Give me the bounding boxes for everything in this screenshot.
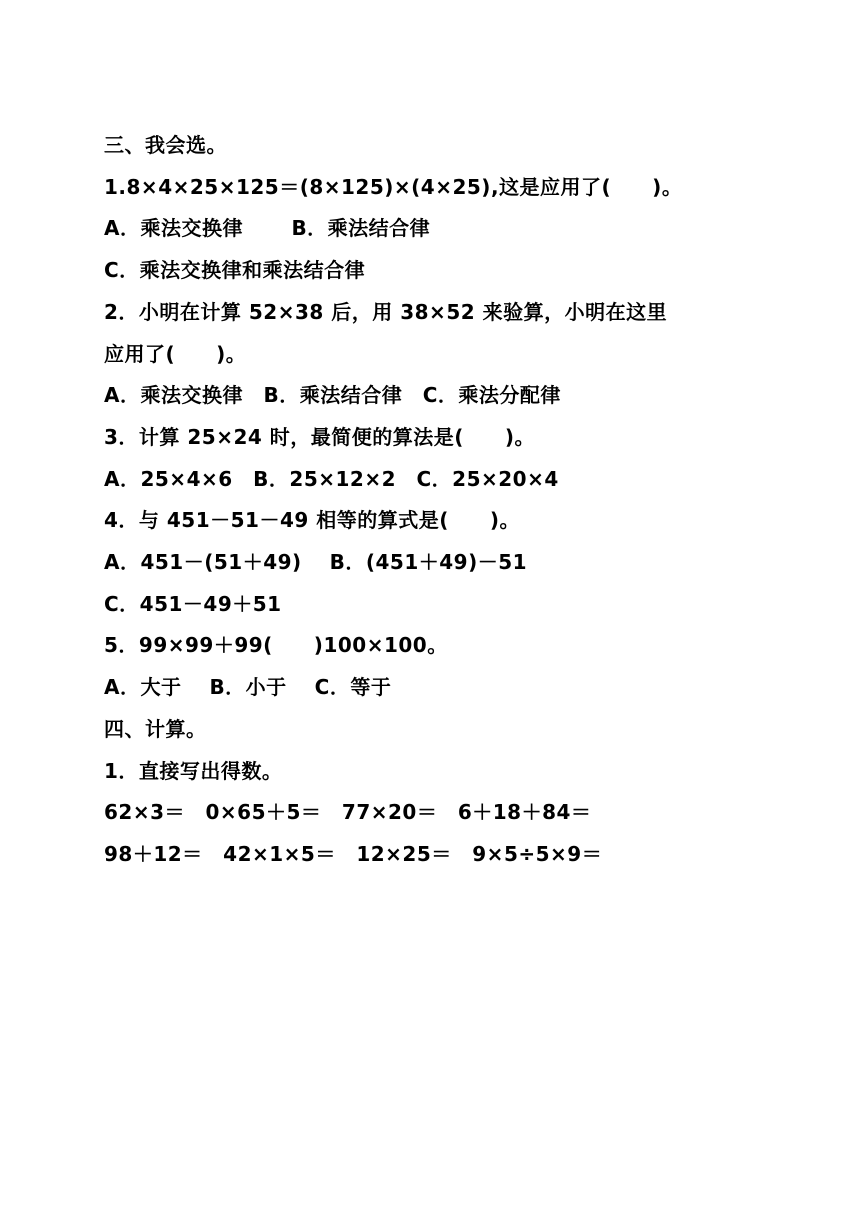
question-4-stem: 4．与 451－51－49 相等的算式是( )。 [104, 508, 521, 532]
question-4-options-line-2: C．451－49＋51 [104, 592, 282, 616]
question-5-options: A．大于 B．小于 C．等于 [104, 675, 392, 699]
question-2-stem-line-1: 2．小明在计算 52×38 后，用 38×52 来验算，小明在这里 [104, 300, 668, 324]
section-3-heading: 三、我会选。 [104, 133, 227, 157]
calc-row-1: 62×3＝ 0×65＋5＝ 77×20＝ 6＋18＋84＝ [104, 800, 592, 824]
section-4-heading: 四、计算。 [104, 717, 207, 741]
question-3-stem: 3．计算 25×24 时，最简便的算法是( )。 [104, 425, 536, 449]
question-1-options-line-1: A．乘法交换律 B．乘法结合律 [104, 216, 431, 240]
question-1-options-line-2: C．乘法交换律和乘法结合律 [104, 258, 366, 282]
question-2-stem-line-2: 应用了( )。 [104, 342, 247, 366]
calc-row-2: 98＋12＝ 42×1×5＝ 12×25＝ 9×5÷5×9＝ [104, 842, 603, 866]
calc-question-1-stem: 1．直接写出得数。 [104, 759, 283, 783]
question-5-stem: 5．99×99＋99( )100×100。 [104, 633, 448, 657]
question-3-options: A．25×4×6 B．25×12×2 C．25×20×4 [104, 467, 559, 491]
question-1-stem: 1.8×4×25×125＝(8×125)×(4×25),这是应用了( )。 [104, 175, 683, 199]
question-2-options: A．乘法交换律 B．乘法结合律 C．乘法分配律 [104, 383, 561, 407]
question-4-options-line-1: A．451－(51＋49) B．(451＋49)－51 [104, 550, 528, 574]
